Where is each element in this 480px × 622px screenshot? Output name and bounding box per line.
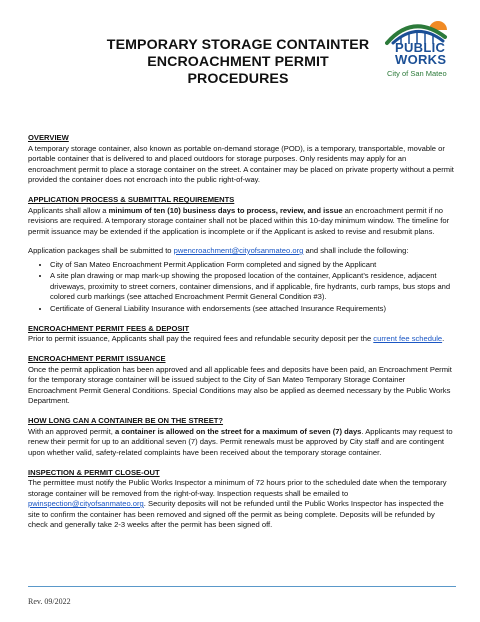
duration-text-b: . Applicants may request to renew their permit for up to an additional seven (7) days. Permit renewals must be approved by City staff and are contingent upon whether valid, safety-related complaints have been received about the temporary storage container. xyxy=(28,426,453,457)
fees-text xyxy=(28,334,456,345)
public-works-logo xyxy=(385,17,455,83)
logo-text-works: WORKS xyxy=(395,52,447,67)
section-duration xyxy=(28,416,456,458)
heading-overview: OVERVIEW xyxy=(28,133,69,142)
document-title xyxy=(88,37,388,88)
duration-text-a: With an approved permit, xyxy=(28,426,115,436)
overview-text: A temporary storage container, also known as portable on-demand storage (POD), is a temporary, transportable, movable or portable container that is delivered to and placed outdoors for storage purposes. Only residents may apply for an encroachment permit to place a storage container on the street. A container may be placed on private property without a permit provided the container does not encroach into the public right-of-way. xyxy=(28,143,454,184)
application-text-1a: Applicants shall allow a xyxy=(28,205,109,215)
application-paragraph-2 xyxy=(28,246,456,257)
closeout-text xyxy=(28,478,456,531)
heading-issuance: ENCROACHMENT PERMIT ISSUANCE xyxy=(28,354,166,363)
application-processing-time: minimum of ten (10) business days to process, review, and issue xyxy=(108,205,343,215)
footer-divider xyxy=(28,586,456,587)
title-line-2: ENCROACHMENT PERMIT xyxy=(147,54,329,70)
application-paragraph-1 xyxy=(28,206,456,238)
closeout-text-b: . Security deposits will not be refunded until the Public Works Inspector has inspected the site to confirm the container has been removed and signed off the permit as being complete. Deposits will be refunded by check and generally take 2-3 weeks after the permit has been signed off. xyxy=(28,499,444,529)
section-overview xyxy=(28,133,456,186)
encroachment-email-link[interactable]: pwencroachment@cityofsanmateo.org xyxy=(173,246,304,255)
section-closeout xyxy=(28,468,456,531)
fee-schedule-link[interactable]: current fee schedule xyxy=(373,334,443,343)
application-text-2a: Application packages shall be submitted to xyxy=(28,246,174,255)
heading-application: APPLICATION PROCESS & SUBMITTAL REQUIREMENTS xyxy=(28,195,235,204)
issuance-text: Once the permit application has been approved and all applicable fees and deposits have been paid, an Encroachment Permit for the temporary storage container will be issued subject to the City of San Mateo Temporary Storage Container Encroachment Permit General Conditions. Special Conditions may also be applied as deemed necessary by the Public Works Department. xyxy=(28,364,452,405)
heading-closeout: INSPECTION & PERMIT CLOSE-OUT xyxy=(28,467,160,477)
section-issuance xyxy=(28,354,456,407)
document-body xyxy=(28,133,456,540)
list-item: • Certificate of General Liability Insurance with endorsements (see attached Insurance Requirements) xyxy=(50,304,456,315)
application-text-1b: an encroachment permit if no revisions are required. A temporary storage container shall not be placed within this 10-day minimum window. The timeline for permit issuance may be extended if the application is incomplete or if the Applicant is asked to revise and resubmit plans. xyxy=(28,205,450,236)
logo-city-name: City of San Mateo xyxy=(387,69,447,78)
closeout-text-a: The permittee must notify the Public Works Inspector a minimum of 72 hours prior to the scheduled date when the temporary storage container will be removed from the right-of-way. Inspection requests shall be emailed to xyxy=(28,478,447,498)
fees-text-b: . xyxy=(442,334,445,343)
inspection-email-link[interactable]: pwinspection@cityofsanmateo.org xyxy=(28,499,144,508)
application-text-2b: and shall include the following: xyxy=(303,246,409,255)
requirements-list xyxy=(28,260,456,315)
revision-date: Rev. 09/2022 xyxy=(28,597,71,606)
section-application xyxy=(28,195,456,314)
heading-duration: HOW LONG CAN A CONTAINER BE ON THE STREET? xyxy=(28,416,224,425)
title-line-3: PROCEDURES xyxy=(187,71,289,87)
section-fees xyxy=(28,324,456,345)
list-item: • A site plan drawing or map mark-up showing the proposed location of the container, Applicant’s residence, adjacent driveways, proximity to street corners, container dimensions, and if applicable, fire hydrants, curb ramps, bus stops and colored curb markings (see attached Encroachment Permit General Condition #3). xyxy=(50,271,456,303)
logo-text-public: PUBLIC xyxy=(395,40,446,55)
title-line-1: TEMPORARY STORAGE CONTAINTER xyxy=(106,37,370,53)
fees-text-a: Prior to permit issuance, Applicants shall pay the required fees and refundable security deposit per the xyxy=(28,334,374,343)
heading-fees: ENCROACHMENT PERMIT FEES & DEPOSIT xyxy=(28,323,190,333)
list-item: • City of San Mateo Encroachment Permit Application Form completed and signed by the Applicant xyxy=(50,260,456,271)
duration-text xyxy=(28,427,456,459)
duration-max-days: a container is allowed on the street for a maximum of seven (7) days xyxy=(114,426,362,436)
